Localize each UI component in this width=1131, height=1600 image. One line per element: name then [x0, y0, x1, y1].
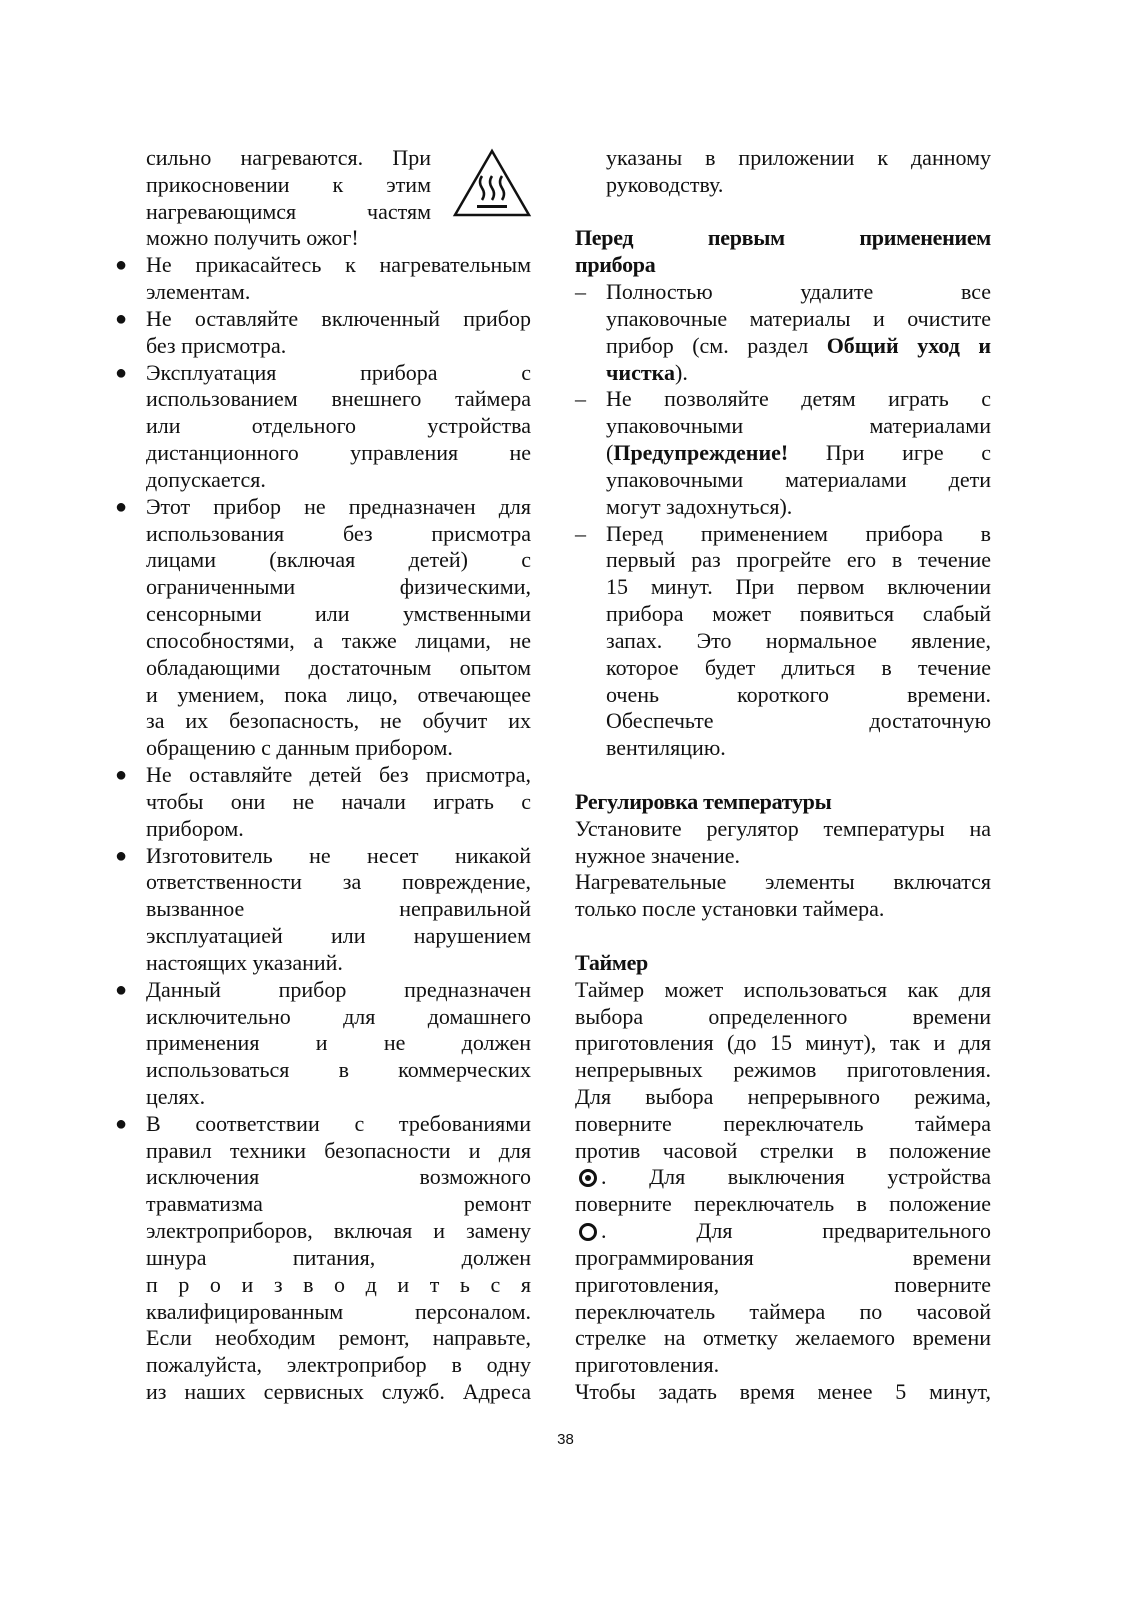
line-text: Установите регулятор температуры на — [575, 815, 991, 841]
text-line — [575, 977, 991, 1004]
text-line — [575, 360, 991, 387]
line-text: Не прикасайтесь к нагревательным — [146, 252, 531, 278]
text-line — [575, 199, 991, 226]
off-position-icon — [579, 1223, 597, 1241]
text-line — [575, 708, 991, 735]
line-text: В соответствии с требованиями — [146, 1110, 531, 1136]
text-line — [115, 708, 531, 735]
line-text: поверните переключатель таймера — [575, 1110, 991, 1136]
line-text: способностями, а также лицами, не — [146, 627, 531, 653]
text-line — [115, 1057, 531, 1084]
continuous-mode-icon — [579, 1169, 597, 1187]
bullet-item-line — [115, 360, 531, 387]
text-line — [575, 1325, 991, 1352]
line-text: Перед применением прибора в — [606, 520, 991, 546]
bullet-item-line — [115, 1111, 531, 1138]
line-text: Эксплуатация прибора с — [146, 359, 531, 385]
line-text: Не оставляйте включенный прибор — [146, 305, 531, 331]
line-text: или отдельного устройства — [146, 413, 531, 439]
line-text: применения и не должен — [146, 1030, 531, 1056]
line-text: Полностью удалите все — [606, 279, 991, 305]
text-line — [115, 1218, 531, 1245]
line-text: использования без присмотра — [146, 520, 531, 546]
text-line — [115, 547, 531, 574]
dash-marker: – — [575, 520, 586, 546]
line-text: шнура питания, должен — [146, 1244, 531, 1270]
text-line — [575, 762, 991, 789]
bullet-icon: ● — [115, 307, 128, 330]
dash-item-line — [575, 386, 991, 413]
line-text: элементам. — [146, 279, 251, 305]
bold-text: чистка — [606, 359, 675, 385]
bold-text: Регулировка температуры — [575, 788, 832, 814]
line-text: могут задохнуться). — [606, 493, 793, 519]
text-line — [115, 1138, 531, 1165]
line-text: . Для выключения устройства — [575, 1164, 991, 1191]
text-line — [575, 333, 991, 360]
line-text — [575, 789, 991, 816]
bullet-item-line — [115, 843, 531, 870]
line-text: чистка). — [606, 359, 688, 385]
line-text: нужное значение. — [575, 842, 740, 868]
line-text: Таймер может использоваться как для — [575, 976, 991, 1002]
line-text: можно получить ожог! — [146, 225, 359, 251]
text-line — [115, 1191, 531, 1218]
bullet-icon: ● — [115, 764, 128, 787]
section-heading — [575, 225, 991, 252]
line-text — [575, 950, 991, 977]
bullet-icon: ● — [115, 978, 128, 1001]
bullet-icon: ● — [115, 254, 128, 277]
line-text: пожалуйста, электроприбор в одну — [146, 1352, 531, 1378]
line-text: Не позволяйте детям играть с — [606, 386, 991, 412]
line-text: сильно нагреваются. При — [146, 145, 431, 170]
line-text: эксплуатацией или нарушением — [146, 923, 531, 949]
line-text: переключатель таймера по часовой — [575, 1298, 991, 1324]
text-line — [115, 1272, 531, 1299]
line-text — [575, 252, 991, 279]
line-text: упаковочными материалами дети — [606, 466, 991, 492]
text-line — [115, 225, 531, 252]
bullet-item-line — [115, 494, 531, 521]
text-line — [115, 333, 531, 360]
text-line — [575, 440, 991, 467]
text-line — [115, 1245, 531, 1272]
line-text: обладающими достаточным опытом — [146, 654, 531, 680]
text-line — [115, 601, 531, 628]
line-text: только после установки таймера. — [575, 896, 885, 922]
text-line — [575, 1218, 991, 1245]
line-text: упаковочные материалы и очистите — [606, 305, 991, 331]
line-text: руководству. — [606, 171, 724, 197]
text-line — [115, 628, 531, 655]
line-text: против часовой стрелки в положение — [575, 1137, 991, 1163]
bold-text: прибора — [575, 252, 656, 278]
line-text: п р о и з в о д и т ь с я — [146, 1271, 531, 1297]
hot-surface-warning-icon — [452, 148, 532, 218]
line-text: травматизма ремонт — [146, 1191, 531, 1217]
line-text: Обеспечьте достаточную — [606, 708, 991, 734]
line-text: (Предупреждение! При игре с — [606, 440, 991, 466]
text-line — [115, 923, 531, 950]
line-text: Если необходим ремонт, направьте, — [146, 1325, 531, 1351]
text-line — [575, 896, 991, 923]
text-line — [115, 386, 531, 413]
bold-text: Таймер — [575, 949, 648, 975]
line-text: лицами (включая детей) с — [146, 547, 531, 573]
text-line — [575, 1004, 991, 1031]
bullet-item-line — [115, 252, 531, 279]
text-line — [115, 735, 531, 762]
text-line — [575, 574, 991, 601]
line-text: указаны в приложении к данному — [606, 145, 991, 170]
text-line — [115, 789, 531, 816]
dash-item-line — [575, 521, 991, 548]
text-line — [575, 306, 991, 333]
line-text: 15 минут. При первом включении — [606, 574, 991, 600]
bullet-icon: ● — [115, 495, 128, 518]
text-line — [575, 413, 991, 440]
text-line — [115, 950, 531, 977]
line-text: дистанционного управления не — [146, 440, 531, 466]
line-text: ответственности за повреждение, — [146, 869, 531, 895]
line-text: за их безопасность, не обучит их — [146, 708, 531, 734]
line-text: и умением, пока лицо, отвечающее — [146, 681, 531, 707]
line-text: Данный прибор предназначен — [146, 976, 531, 1002]
line-text: прибора может появиться слабый — [606, 601, 991, 627]
text-line — [115, 682, 531, 709]
line-text: целях. — [146, 1083, 206, 1109]
line-text: Этот прибор не предназначен для — [146, 493, 531, 519]
text-line — [115, 1379, 531, 1406]
text-line — [575, 1379, 991, 1406]
text-line — [115, 1084, 531, 1111]
text-line — [575, 1138, 991, 1165]
line-text: исключительно для домашнего — [146, 1003, 531, 1029]
line-text: приготовления, поверните — [575, 1271, 991, 1297]
line-text: приготовления (до 15 минут), так и для — [575, 1030, 991, 1056]
line-text: сенсорными или умственными — [146, 601, 531, 627]
text-line — [115, 896, 531, 923]
text-line — [115, 1164, 531, 1191]
line-text: исключения возможного — [146, 1164, 531, 1190]
line-text: Изготовитель не несет никакой — [146, 842, 531, 868]
text-line — [575, 1111, 991, 1138]
text-line — [575, 547, 991, 574]
bullet-item-line — [115, 306, 531, 333]
line-text: нагревающимся частям — [146, 198, 431, 224]
section-heading — [575, 950, 991, 977]
text-line — [575, 816, 991, 843]
text-line — [575, 1191, 991, 1218]
line-text: из наших сервисных служб. Адреса — [146, 1379, 531, 1405]
text-line — [575, 1164, 991, 1191]
page-number: 38 — [557, 1431, 574, 1448]
bullet-item-line — [115, 762, 531, 789]
text-line — [575, 843, 991, 870]
line-text: первый раз прогрейте его в течение — [606, 547, 991, 573]
text-line — [575, 1299, 991, 1326]
line-text: прикосновении к этим — [146, 171, 431, 197]
text-line — [575, 869, 991, 896]
line-text: упаковочными материалами — [606, 413, 991, 439]
line-text: Чтобы задать время менее 5 минут, — [575, 1379, 991, 1405]
right-column — [575, 145, 991, 1406]
text-line — [575, 1272, 991, 1299]
dash-marker: – — [575, 279, 586, 305]
text-line — [115, 413, 531, 440]
line-text: использоваться в коммерческих — [146, 1057, 531, 1083]
text-line — [115, 1352, 531, 1379]
text-line — [575, 1245, 991, 1272]
text-line — [115, 467, 531, 494]
line-text: прибором. — [146, 815, 244, 841]
text-line — [575, 172, 991, 199]
line-text: непрерывных режимов приготовления. — [575, 1057, 991, 1083]
line-text: обращению с данным прибором. — [146, 735, 453, 761]
bullet-icon: ● — [115, 361, 128, 384]
line-text: . Для предварительного — [575, 1218, 991, 1245]
text-line — [115, 1325, 531, 1352]
line-text: чтобы они не начали играть с — [146, 788, 531, 814]
text-line — [575, 735, 991, 762]
line-text: квалифицированным персоналом. — [146, 1298, 531, 1324]
line-text: программирования времени — [575, 1244, 991, 1270]
line-text: ограниченными физическими, — [146, 574, 531, 600]
text-line — [115, 816, 531, 843]
line-text: прибор (см. раздел Общий уход и — [606, 332, 991, 358]
text-line — [575, 145, 991, 172]
section-heading — [575, 789, 991, 816]
line-text: Для выбора непрерывного режима, — [575, 1083, 991, 1109]
line-text: использованием внешнего таймера — [146, 386, 531, 412]
text-line — [115, 521, 531, 548]
text-line — [575, 1352, 991, 1379]
text-line — [115, 1030, 531, 1057]
line-text: Нагревательные элементы включатся — [575, 869, 991, 895]
line-text: стрелке на отметку желаемого времени — [575, 1325, 991, 1351]
text-line — [575, 601, 991, 628]
text-line — [115, 440, 531, 467]
text-line — [575, 1084, 991, 1111]
line-text: правил техники безопасности и для — [146, 1137, 531, 1163]
line-text: вызванное неправильной — [146, 896, 531, 922]
line-text: Не оставляйте детей без присмотра, — [146, 762, 531, 788]
line-text: запах. Это нормальное явление, — [606, 627, 991, 653]
line-text: выбора определенного времени — [575, 1003, 991, 1029]
text-line — [115, 869, 531, 896]
text-line — [575, 682, 991, 709]
text-line — [575, 628, 991, 655]
line-text: поверните переключатель в положение — [575, 1191, 991, 1217]
section-heading — [575, 252, 991, 279]
line-text: вентиляцию. — [606, 735, 726, 761]
text-line — [575, 655, 991, 682]
bold-text: Общий уход и — [826, 332, 991, 358]
text-line — [575, 1030, 991, 1057]
line-text: которое будет длиться в течение — [606, 654, 991, 680]
bold-text: Предупреждение! — [613, 440, 789, 466]
line-text: настоящих указаний. — [146, 949, 343, 975]
bullet-item-line — [115, 977, 531, 1004]
text-line — [575, 923, 991, 950]
text-line — [115, 574, 531, 601]
line-text: очень короткого времени. — [606, 681, 991, 707]
line-text: без присмотра. — [146, 332, 287, 358]
line-text: приготовления. — [575, 1352, 720, 1378]
text-line — [115, 655, 531, 682]
text-line — [575, 494, 991, 521]
line-text: допускается. — [146, 466, 266, 492]
bullet-icon: ● — [115, 844, 128, 867]
dash-marker: – — [575, 386, 586, 412]
bold-text: Перед первым применением — [575, 225, 991, 251]
text-line — [115, 279, 531, 306]
line-text: электроприборов, включая и замену — [146, 1218, 531, 1244]
line-text — [575, 225, 991, 252]
bullet-icon: ● — [115, 1112, 128, 1135]
text-line — [115, 1299, 531, 1326]
text-line — [575, 1057, 991, 1084]
text-line — [575, 467, 991, 494]
dash-item-line — [575, 279, 991, 306]
left-column — [115, 145, 531, 1406]
text-line — [115, 1004, 531, 1031]
